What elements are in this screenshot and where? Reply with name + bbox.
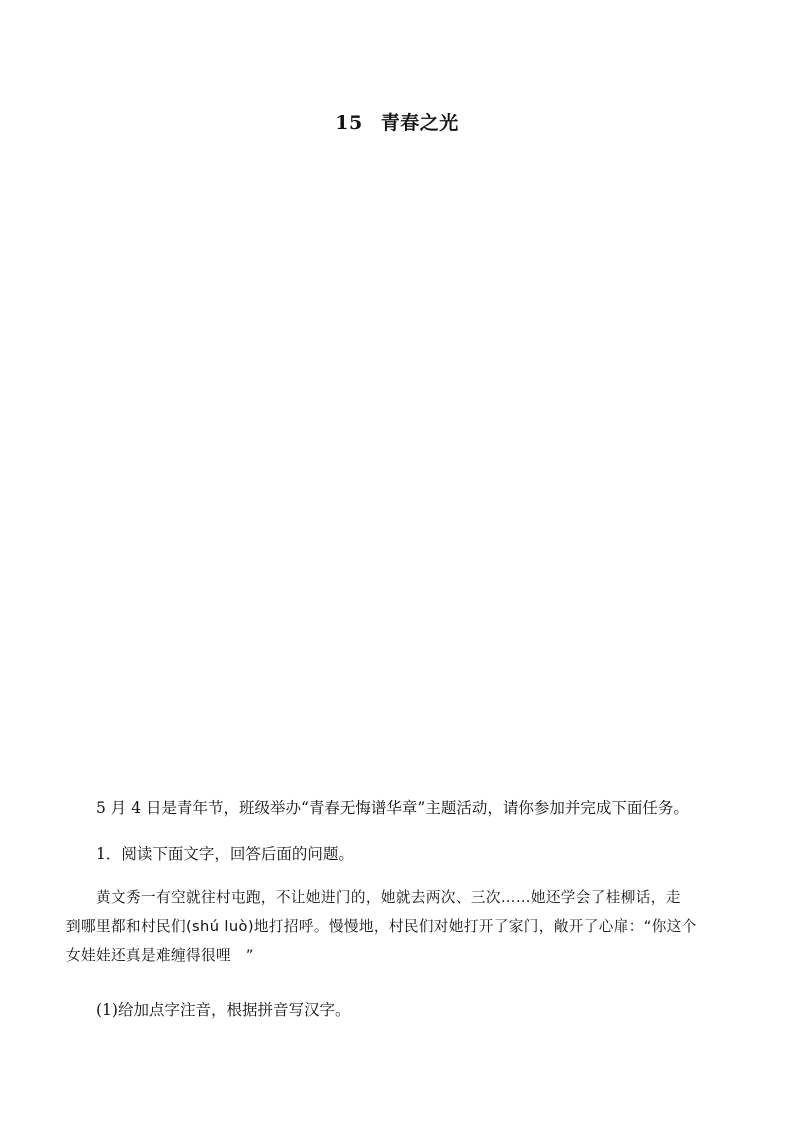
intro-paragraph: 5 月 4 日是青年节，班级举办“青春无悔谱华章”主题活动，请你参加并完成下面任务。	[96, 799, 689, 817]
lesson-number: 15	[335, 112, 363, 134]
sub-question-1: (1)给加点字注音，根据拼音写汉字。	[96, 1001, 351, 1019]
passage	[66, 883, 730, 970]
page-title	[0, 108, 794, 135]
passage-line: 到哪里都和村民们(shú luò)地打招呼。慢慢地，村民们对她打开了家门，敞开了心扉：“你这个	[66, 918, 697, 935]
passage-line: 女娃娃还真是难缠得很哩 ”	[66, 947, 254, 964]
question-1: 1．阅读下面文字，回答后面的问题。	[96, 845, 354, 863]
lesson-title: 青春之光	[380, 112, 459, 134]
passage-line: 黄文秀一有空就往村屯跑，不让她进门的，她就去两次、三次……她还学会了桂柳话，走	[96, 889, 681, 906]
